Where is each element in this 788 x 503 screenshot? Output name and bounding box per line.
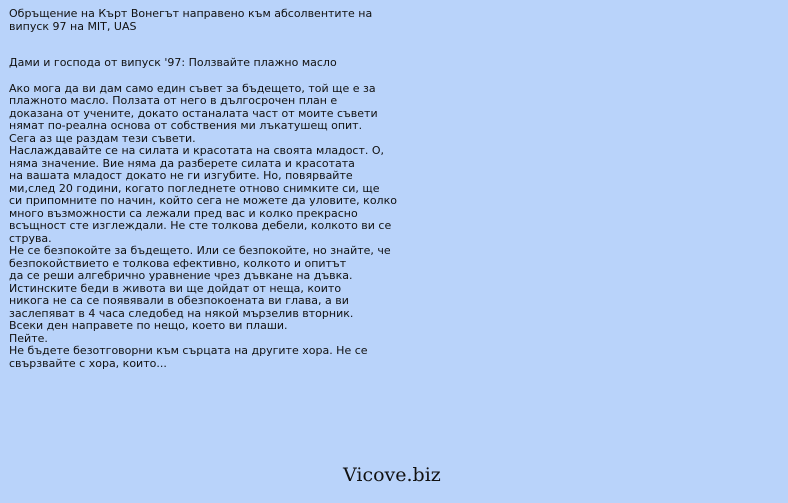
body-line: всъщност сте изглеждали. Не сте толкова дебели, колкото ви се (9, 219, 392, 232)
body-line: Не бъдете безотговорни към сърцата на другите хора. Не се (9, 344, 368, 357)
article (9, 8, 409, 370)
body-line: ми,след 20 години, когато погледнете отново снимките си, ще (9, 181, 380, 195)
body-line: заслепяват в 4 часа следобед на някой мързелив вторник. (9, 306, 354, 320)
body-line: безпокойствието е толкова ефективно, колкото и опитът (9, 256, 347, 270)
article-title (9, 8, 409, 33)
body-line: Не се безпокойте за бъдещето. Или се безпокойте, но знайте, че (9, 244, 391, 257)
site-watermark: Vicove.biz (343, 464, 441, 486)
body-line: си припомните по начин, който сега не можете да уловите, колко (9, 194, 397, 207)
article-title-line: Обръщение на Кърт Вонегът направено към абсолвентите на (9, 7, 373, 20)
article-body (9, 83, 409, 371)
body-line: Пейте. (9, 331, 48, 345)
body-line: Сега аз ще раздам тези съвети. (9, 131, 196, 145)
body-line: Всеки ден направете по нещо, което ви плаши. (9, 319, 288, 332)
body-line: Истинските беди в живота ви ще дойдат от неща, които (9, 281, 342, 295)
body-line: няма значение. Вие няма да разберете силата и красотата (9, 156, 355, 170)
body-line: да се реши алгебрично уравнение чрез дъвкане на дъвка. (9, 269, 353, 282)
article-subtitle: Дами и господа от випуск '97: Ползвайте плажно масло (9, 56, 337, 69)
body-line: свързвайте с хора, които... (9, 356, 167, 370)
body-line: на вашата младост докато не ги изгубите. Но, повярвайте (9, 169, 353, 182)
article-title-line: випуск 97 на MIT, UAS (9, 19, 137, 33)
body-line: нямат по-реална основа от собствения ми лъкатушещ опит. (9, 119, 363, 132)
body-line: струва. (9, 231, 52, 245)
body-line: никога не са се появявали в обезпокоената ви глава, а ви (9, 294, 349, 307)
body-line: доказана от учените, докато останалата част от моите съвети (9, 106, 378, 120)
body-line: Наслаждавайте се на силата и красотата на своята младост. О, (9, 144, 385, 157)
body-line: Ако мога да ви дам само един съвет за бъдещето, той ще е за (9, 81, 376, 95)
body-line: плажното масло. Ползата от него в дългосрочен план е (9, 94, 338, 107)
body-line: много възможности са лежали пред вас и колко прекрасно (9, 206, 358, 220)
